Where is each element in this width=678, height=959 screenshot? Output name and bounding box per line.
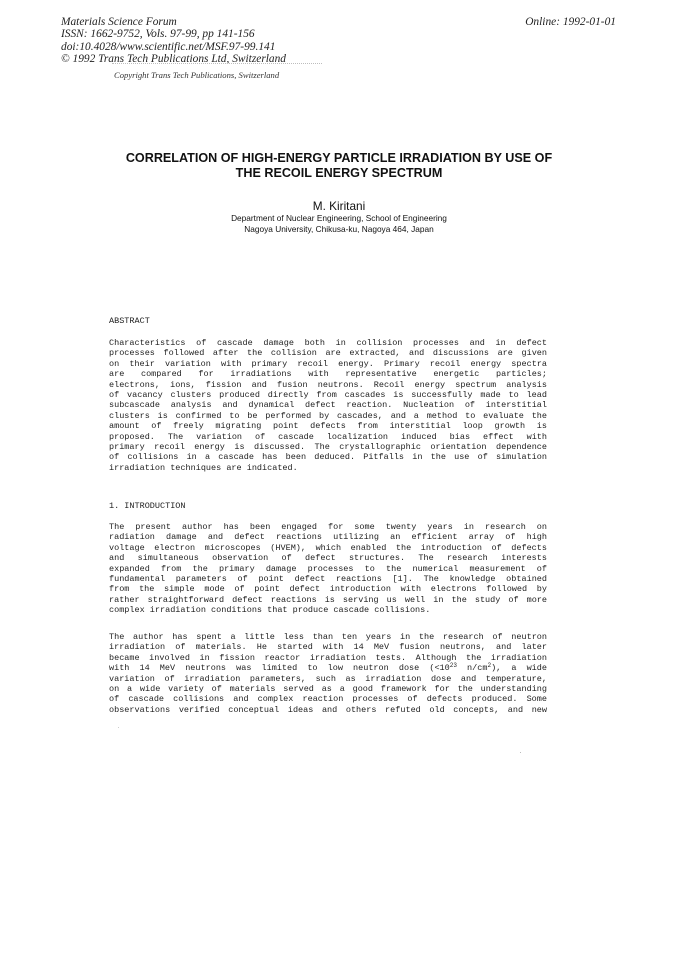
abstract-line: of vacancy clusters produced directly from cascades is successfully made to lead	[109, 389, 547, 400]
paragraph-line: irradiation of materials. He started with 14 MeV fusion neutrons, and later	[109, 642, 547, 653]
paragraph-line: The present author has been engaged for some twenty years in research on	[109, 522, 547, 532]
paragraph-line: and simultaneous observation of defect structures. The research interests	[109, 553, 547, 564]
affiliation-line-2: Nagoya University, Chikusa-ku, Nagoya 464, Japan	[244, 224, 434, 234]
line-segment: with 14 MeV neutrons was limited to low neutron dose (<10	[109, 663, 450, 674]
paragraph-line: observations verified conceptual ideas and others refuted old concepts, and new	[109, 704, 547, 715]
line-segment: n/cm	[456, 663, 488, 674]
paragraph-line: The author has spent a little less than ten years in the research of neutron	[109, 632, 547, 642]
paragraph-line: became involved in fission reactor irradiation tests. Although the irradiation	[109, 652, 547, 663]
abstract-line: proposed. The variation of cascade localization induced bias effect with	[109, 431, 547, 442]
author-name: M. Kiritani	[312, 199, 366, 213]
journal-name: Materials Science Forum	[61, 16, 177, 28]
paper-title	[60, 151, 618, 181]
abstract-line: irradiation techniques are indicated.	[109, 462, 298, 473]
abstract-line: subcascade analysis and dynamical defect reaction. Nucleation of interstitial	[109, 400, 547, 411]
introduction-paragraph-2	[109, 632, 547, 715]
abstract-line: amount of freely migrating point defects from interstitial loop growth is	[109, 421, 547, 432]
scan-speck	[118, 727, 119, 728]
dose-exponent: 23	[449, 662, 457, 670]
paragraph-line: radiation damage and defect reactions utilizing an efficient array of high	[109, 532, 547, 543]
title-line-2: THE RECOIL ENERGY SPECTRUM	[235, 166, 443, 180]
abstract-line: clusters is confirmed to be performed by cascades, and a method to evaluate the	[109, 410, 547, 421]
introduction-heading: 1. INTRODUCTION	[109, 501, 186, 511]
issn-line: ISSN: 1662-9752, Vols. 97-99, pp 141-156	[61, 28, 255, 41]
scan-speck	[520, 752, 521, 753]
copyright-line: © 1992 Trans Tech Publications Ltd, Switzerland	[61, 53, 286, 66]
journal-metadata	[61, 16, 421, 66]
paragraph-line: complex irradiation conditions that produce cascade collisions.	[109, 605, 431, 616]
paragraph-line: on a wide variety of materials served as a good framework for the understanding	[109, 683, 547, 694]
paragraph-line: rather straightforward defect reactions is serving us well in the study of more	[109, 594, 547, 605]
line-segment: ), a wide	[491, 663, 547, 674]
author-affiliation	[60, 213, 618, 235]
abstract-body	[109, 338, 547, 473]
paragraph-line: from the simple mode of point defect introduction with electrons followed by	[109, 584, 547, 595]
abstract-line: electrons, ions, fission and fusion neutrons. Recoil energy spectrum analysis	[109, 379, 547, 390]
copyright-stamp: Copyright Trans Tech Publications, Switzerland	[114, 70, 280, 80]
paragraph-line-with-superscripts	[109, 663, 547, 673]
paragraph-line: voltage electron microscopes (HVEM), which enabled the introduction of defects	[109, 542, 547, 553]
abstract-line: primary recoil energy is discussed. The crystallographic orientation dependence	[109, 441, 547, 452]
title-line-1: CORRELATION OF HIGH-ENERGY PARTICLE IRRADIATION BY USE OF	[125, 151, 553, 165]
paragraph-line: expanded from the primary damage processes to the numerical measurement of	[109, 563, 547, 574]
introduction-paragraph-1	[109, 522, 547, 616]
area-exponent: 2	[487, 662, 492, 670]
affiliation-line-1: Department of Nuclear Engineering, School of Engineering	[231, 213, 447, 223]
doi-line[interactable]: doi:10.4028/www.scientific.net/MSF.97-99.141	[61, 40, 276, 53]
abstract-heading: ABSTRACT	[109, 316, 150, 326]
abstract-line: processes followed after the collision are extracted, and discussions are given	[109, 348, 547, 359]
paragraph-line: variation of irradiation parameters, such as irradiation dose and temperature,	[109, 673, 547, 684]
abstract-line: of collisions in a cascade has been deduced. Pitfalls in the use of simulation	[109, 452, 547, 463]
online-date: Online: 1992-01-01	[525, 16, 616, 28]
scan-artifact-line	[112, 63, 322, 68]
paragraph-line: of cascade collisions and complex reaction processes of defects produced. Some	[109, 694, 547, 705]
abstract-line: are compared for irradiations with representative energetic particles;	[109, 369, 547, 380]
abstract-line: on their variation with primary recoil energy. Primary recoil energy spectra	[109, 358, 547, 369]
paragraph-line: fundamental parameters of point defect reactions [1]. The knowledge obtained	[109, 573, 547, 584]
abstract-line: Characteristics of cascade damage both in collision processes and in defect	[109, 338, 547, 348]
